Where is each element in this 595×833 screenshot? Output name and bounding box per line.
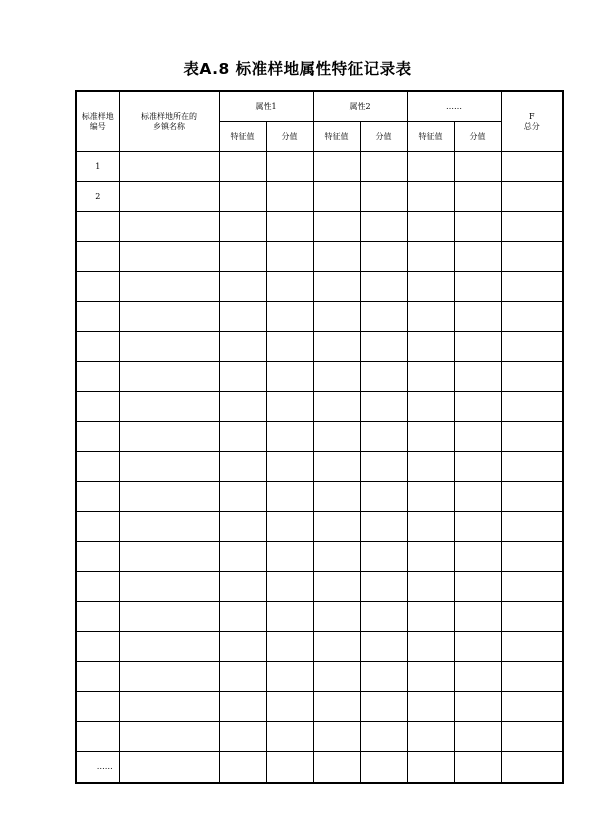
table-row [76,602,563,632]
cell-feature-value [407,272,454,302]
cell-score [454,722,501,752]
cell-feature-value [313,272,360,302]
cell-township [119,392,219,422]
cell-total [501,512,563,542]
cell-feature-value [219,272,266,302]
cell-feature-value [407,692,454,722]
cell-total [501,392,563,422]
cell-township [119,242,219,272]
cell-total [501,752,563,784]
cell-site-id [76,602,119,632]
cell-feature-value [407,722,454,752]
cell-score [454,542,501,572]
cell-feature-value [313,332,360,362]
cell-feature-value [219,662,266,692]
cell-feature-value [313,482,360,512]
header-total [501,91,563,152]
cell-township [119,722,219,752]
header-site-id [76,91,119,152]
cell-feature-value [313,632,360,662]
cell-feature-value [219,482,266,512]
cell-feature-value [219,752,266,784]
cell-score [360,242,407,272]
cell-feature-value [219,392,266,422]
cell-site-id: 1 [76,152,119,182]
cell-score [360,362,407,392]
cell-score [266,392,313,422]
cell-score [266,182,313,212]
cell-score [454,602,501,632]
cell-feature-value [313,452,360,482]
cell-feature-value [313,602,360,632]
table-row [76,692,563,722]
cell-site-id [76,482,119,512]
cell-score [360,722,407,752]
cell-township [119,152,219,182]
cell-score [266,362,313,392]
cell-site-id [76,722,119,752]
cell-site-id [76,512,119,542]
cell-feature-value [313,182,360,212]
table-title: 表A.8 标准样地属性特征记录表 [183,60,412,78]
table-row [76,182,563,212]
table-row [76,422,563,452]
cell-site-id [76,422,119,452]
cell-feature-value [407,242,454,272]
cell-score [360,542,407,572]
header-site-id-line1: 标准样地 [81,112,114,121]
cell-site-id [76,392,119,422]
cell-score [360,302,407,332]
cell-score [454,632,501,662]
cell-total [501,692,563,722]
table-row [76,302,563,332]
cell-total [501,722,563,752]
cell-score [360,632,407,662]
header-total-line2: 总分 [523,121,540,131]
cell-score [266,452,313,482]
cell-total [501,452,563,482]
cell-total [501,362,563,392]
cell-score [454,332,501,362]
cell-score [360,272,407,302]
cell-score [266,632,313,662]
cell-score [454,422,501,452]
table-row [76,392,563,422]
cell-feature-value [407,332,454,362]
cell-total [501,482,563,512]
cell-total [501,242,563,272]
cell-feature-value [407,602,454,632]
cell-score [360,422,407,452]
cell-score [266,512,313,542]
cell-feature-value [313,542,360,572]
cell-feature-value [313,692,360,722]
cell-feature-value [313,242,360,272]
cell-feature-value [313,152,360,182]
cell-site-id: 2 [76,182,119,212]
cell-feature-value [219,602,266,632]
cell-site-id [76,542,119,572]
cell-feature-value [407,182,454,212]
table-row [76,362,563,392]
cell-score [360,452,407,482]
cell-township [119,542,219,572]
cell-feature-value [219,152,266,182]
table-row [76,632,563,662]
cell-total [501,332,563,362]
cell-site-id [76,242,119,272]
cell-feature-value [407,662,454,692]
cell-site-id [76,272,119,302]
header-attr-more-feature: 特征值 [407,122,454,152]
cell-site-id [76,632,119,662]
cell-score [360,572,407,602]
cell-score [360,392,407,422]
cell-total [501,302,563,332]
cell-township [119,332,219,362]
cell-township [119,422,219,452]
cell-feature-value [313,422,360,452]
cell-score [454,152,501,182]
cell-feature-value [219,632,266,662]
table-row [76,452,563,482]
cell-score [454,692,501,722]
cell-township [119,662,219,692]
table-row [76,512,563,542]
cell-feature-value [219,302,266,332]
header-attr-more-score: 分值 [454,122,501,152]
cell-township [119,272,219,302]
cell-score [454,302,501,332]
cell-feature-value [219,422,266,452]
cell-total [501,212,563,242]
cell-feature-value [219,722,266,752]
cell-site-id [76,302,119,332]
cell-feature-value [407,392,454,422]
cell-feature-value [313,392,360,422]
header-attr1-score: 分值 [266,122,313,152]
table-row [76,752,563,784]
header-township-line1: 标准样地所在的 [141,112,197,121]
cell-score [360,752,407,784]
table-row [76,722,563,752]
header-attr2-score: 分值 [360,122,407,152]
cell-feature-value [313,512,360,542]
cell-score [360,332,407,362]
cell-score [454,182,501,212]
table-row [76,662,563,692]
header-attr2: 属性2 [313,91,407,122]
header-attr1-feature: 特征值 [219,122,266,152]
cell-total [501,152,563,182]
cell-feature-value [407,512,454,542]
cell-township [119,482,219,512]
table-row [76,212,563,242]
cell-site-id [76,332,119,362]
cell-score [266,722,313,752]
cell-score [266,422,313,452]
cell-score [266,302,313,332]
header-township-line2: 乡镇名称 [153,121,185,131]
cell-total [501,662,563,692]
cell-township [119,302,219,332]
cell-site-id [76,212,119,242]
cell-feature-value [407,422,454,452]
cell-score [266,152,313,182]
cell-score [360,692,407,722]
cell-township [119,452,219,482]
cell-score [454,272,501,302]
cell-score [360,512,407,542]
cell-feature-value [219,692,266,722]
cell-township [119,692,219,722]
header-attr2-feature: 特征值 [313,122,360,152]
table-row [76,272,563,302]
cell-score [266,542,313,572]
header-attr-more: …… [407,91,501,122]
table-row [76,152,563,182]
cell-score [454,242,501,272]
cell-site-id [76,452,119,482]
cell-score [454,752,501,784]
header-total-line1: F [528,112,535,121]
cell-feature-value [313,302,360,332]
cell-score [454,392,501,422]
cell-feature-value [313,752,360,784]
table-row [76,572,563,602]
cell-score [454,212,501,242]
cell-feature-value [407,152,454,182]
cell-site-id [76,692,119,722]
cell-score [266,602,313,632]
cell-feature-value [407,362,454,392]
cell-score [360,212,407,242]
cell-score [360,182,407,212]
cell-score [360,152,407,182]
cell-feature-value [219,182,266,212]
cell-township [119,632,219,662]
cell-township [119,182,219,212]
cell-feature-value [407,212,454,242]
cell-site-id [76,572,119,602]
cell-score [266,332,313,362]
cell-feature-value [219,362,266,392]
table-body [76,152,563,784]
cell-total [501,422,563,452]
cell-score [454,662,501,692]
cell-total [501,602,563,632]
cell-feature-value [407,302,454,332]
cell-site-id: …… [76,752,119,784]
cell-feature-value [407,542,454,572]
cell-total [501,182,563,212]
cell-feature-value [407,572,454,602]
cell-score [360,482,407,512]
table-row [76,332,563,362]
cell-score [454,482,501,512]
cell-score [266,272,313,302]
cell-score [266,572,313,602]
cell-feature-value [219,542,266,572]
cell-score [360,662,407,692]
cell-township [119,212,219,242]
header-township [119,91,219,152]
cell-feature-value [313,722,360,752]
cell-feature-value [313,662,360,692]
cell-feature-value [407,482,454,512]
table-row [76,242,563,272]
cell-township [119,752,219,784]
header-site-id-line2: 编号 [89,121,106,131]
cell-score [454,452,501,482]
cell-feature-value [219,242,266,272]
cell-score [266,692,313,722]
cell-township [119,362,219,392]
cell-site-id [76,362,119,392]
table-row [76,482,563,512]
table-row [76,542,563,572]
cell-score [454,572,501,602]
cell-total [501,632,563,662]
cell-township [119,602,219,632]
cell-feature-value [219,332,266,362]
cell-feature-value [407,752,454,784]
cell-site-id [76,662,119,692]
header-attr1: 属性1 [219,91,313,122]
cell-score [266,752,313,784]
cell-feature-value [313,212,360,242]
cell-total [501,272,563,302]
cell-score [266,242,313,272]
cell-score [360,602,407,632]
cell-feature-value [313,572,360,602]
cell-township [119,512,219,542]
cell-feature-value [219,452,266,482]
cell-score [266,662,313,692]
cell-township [119,572,219,602]
cell-score [266,212,313,242]
cell-feature-value [313,362,360,392]
cell-score [454,512,501,542]
cell-feature-value [407,632,454,662]
cell-feature-value [219,512,266,542]
cell-feature-value [219,572,266,602]
cell-feature-value [407,452,454,482]
cell-total [501,542,563,572]
cell-total [501,572,563,602]
cell-feature-value [219,212,266,242]
cell-score [266,482,313,512]
record-table [75,90,564,784]
cell-score [454,362,501,392]
